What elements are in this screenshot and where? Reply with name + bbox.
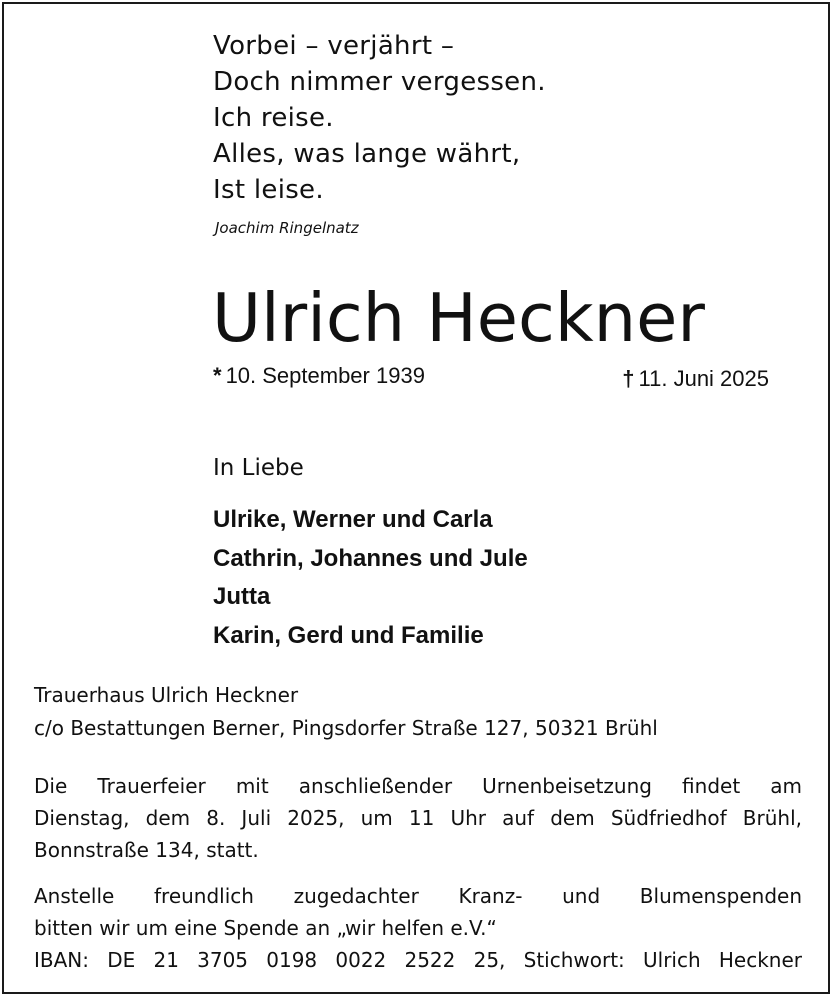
family-intro: In Liebe bbox=[213, 455, 304, 481]
mourner-item: Jutta bbox=[213, 583, 271, 610]
donation-info bbox=[34, 880, 802, 976]
birth-date bbox=[213, 363, 425, 389]
address-line: Trauerhaus Ulrich Heckner bbox=[34, 683, 299, 707]
poem-line: Alles, was lange währt, bbox=[213, 139, 521, 169]
mourner-item: Ulrike, Werner und Carla bbox=[213, 506, 493, 533]
ceremony-info bbox=[34, 770, 802, 866]
mourner-item: Karin, Gerd und Familie bbox=[213, 621, 484, 649]
death-date bbox=[622, 366, 769, 392]
address-line: c/o Bestattungen Berner, Pingsdorfer Straße 127, 50321 Brühl bbox=[34, 716, 658, 740]
poem-line: Vorbei – verjährt – bbox=[213, 31, 455, 61]
poem-line: Ich reise. bbox=[213, 103, 334, 133]
cross-icon: † bbox=[622, 366, 635, 391]
poem bbox=[213, 28, 546, 208]
birth-asterisk-icon: * bbox=[213, 363, 222, 388]
ceremony-line: Dienstag, dem 8. Juli 2025, um 11 Uhr auf dem Südfriedhof Brühl, bbox=[34, 806, 802, 830]
poem-author: Joachim Ringelnatz bbox=[215, 219, 359, 237]
ceremony-line: Die Trauerfeier mit anschließender Urnenbeisetzung findet am bbox=[34, 774, 802, 798]
mourner-item: Cathrin, Johannes und Jule bbox=[213, 544, 528, 572]
birth-date-text: 10. September 1939 bbox=[225, 363, 425, 388]
donation-line: IBAN: DE 21 3705 0198 0022 2522 25, Stichwort: Ulrich Heckner bbox=[34, 948, 802, 972]
donation-line: Anstelle freundlich zugedachter Kranz- und Blumenspenden bbox=[34, 884, 802, 908]
poem-line: Doch nimmer vergessen. bbox=[213, 67, 546, 97]
deceased-name: Ulrich Heckner bbox=[212, 279, 705, 357]
death-date-text: 11. Juni 2025 bbox=[638, 366, 769, 391]
ceremony-line: Bonnstraße 134, statt. bbox=[34, 838, 259, 862]
poem-line: Ist leise. bbox=[213, 175, 324, 205]
donation-line: bitten wir um eine Spende an „wir helfen e.V.“ bbox=[34, 916, 497, 940]
mourning-address bbox=[34, 679, 658, 745]
life-dates bbox=[213, 363, 769, 395]
mourners-list bbox=[213, 501, 528, 655]
